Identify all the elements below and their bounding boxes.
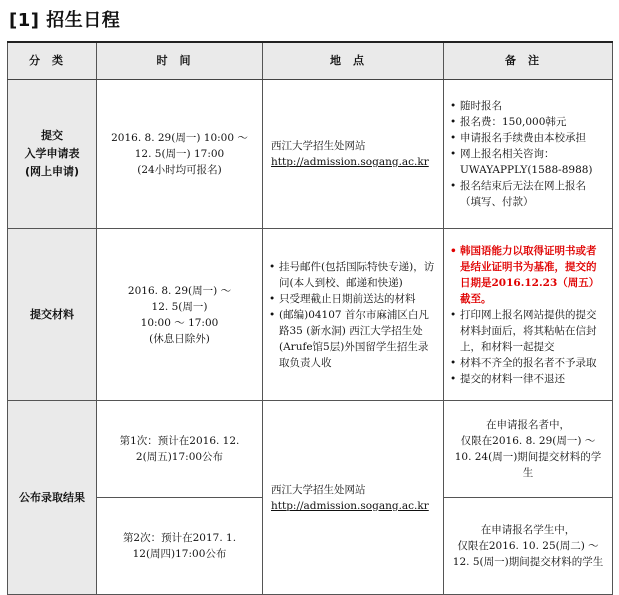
admission-schedule-table (7, 41, 613, 595)
note-item-highlight: • 韩国语能力以取得证明书或者是结业证明书为基准，提交的日期是2016.12.23（周五）截至。 (450, 243, 606, 307)
time-line: 第1次：预计在2016. 12. (119, 435, 240, 447)
table-row (8, 401, 613, 498)
note-line: 12. 5(周一)期间提交材料的学生 (452, 556, 604, 568)
note-item: • 报名费：150,000韩元 (450, 114, 606, 130)
section-heading: [1] 招生日程 (9, 10, 121, 31)
header-location: 地点 (263, 42, 444, 80)
location-item: • 只受理截止日期前送达的材料 (269, 291, 437, 307)
category-line: (网上申请) (24, 165, 80, 178)
location-name: 西江大学招生处网站 (271, 483, 366, 496)
location-name: 西江大学招生处网站 (271, 140, 366, 152)
time-cell-first (97, 401, 263, 498)
notes-cell (444, 229, 613, 401)
note-item: • 提交的材料一律不退还 (450, 371, 606, 387)
time-line: 第2次：预计在2017. 1. (122, 532, 237, 544)
location-cell (263, 80, 444, 229)
time-cell (97, 229, 263, 401)
time-line: (24小时均可报名) (137, 164, 222, 176)
time-line: 12. 5(周一) (151, 300, 208, 313)
admission-website-link[interactable]: http://admission.sogang.ac.kr (271, 156, 429, 168)
location-cell (263, 401, 444, 595)
time-line: 2(周五)17:00公布 (135, 451, 224, 463)
header-category: 分类 (8, 42, 97, 80)
time-line: 2016. 8. 29(周一) 10:00 ～ (111, 132, 248, 144)
category-cell: 提交材料 (8, 229, 97, 401)
note-line: 在申请报名学生中， (480, 524, 576, 536)
table-row (8, 80, 613, 229)
note-item: • 材料不齐全的报名者不予录取 (450, 355, 606, 371)
time-cell (97, 80, 263, 229)
category-line: 入学申请表 (24, 147, 80, 160)
location-item: • 挂号邮件(包括国际特快专递)，访问(本人到校、邮递和快递) (269, 259, 437, 291)
admission-website-link[interactable]: http://admission.sogang.ac.kr (271, 499, 429, 512)
note-item: • 打印网上报名网站提供的提交材料封面后，将其粘帖在信封上，和材料一起提交 (450, 307, 606, 355)
time-line: 2016. 8. 29(周一) ～ (127, 284, 232, 297)
table-header-row (8, 42, 613, 80)
notes-cell-second (444, 498, 613, 595)
note-line: 10. 24(周一)期间提交材料的学生 (454, 451, 602, 479)
category-cell (8, 80, 97, 229)
note-item: • 报名结束后无法在网上报名（填写、付款） (450, 178, 606, 210)
time-cell-second (97, 498, 263, 595)
time-line: 12. 5(周一) 17:00 (134, 148, 225, 160)
note-item: • 网上报名相关咨询：UWAYAPPLY(1588-8988) (450, 146, 606, 178)
header-notes: 备注 (444, 42, 613, 80)
category-line: 提交 (41, 129, 63, 142)
notes-cell-first (444, 401, 613, 498)
table-row (8, 229, 613, 401)
time-line: 12(周四)17:00公布 (132, 548, 227, 560)
time-line: 10:00 ～ 17:00 (140, 316, 219, 329)
time-line: (休息日除外) (149, 332, 210, 345)
category-cell: 公布录取结果 (8, 401, 97, 595)
notes-cell (444, 80, 613, 229)
note-item: • 申请报名手续费由本校承担 (450, 130, 606, 146)
note-item: • 随时报名 (450, 98, 606, 114)
header-time: 时间 (97, 42, 263, 80)
note-line: 仅限在2016. 10. 25(周二) ～ (457, 540, 599, 552)
note-line: 仅限在2016. 8. 29(周一) ～ (460, 435, 596, 447)
location-item: • (邮编)04107 首尔市麻浦区白凡路35 (新水洞) 西江大学招生处(Arufe馆5层)外国留学生招生录取负责人收 (269, 307, 437, 371)
note-line: 在申请报名者中， (486, 419, 570, 431)
location-cell (263, 229, 444, 401)
